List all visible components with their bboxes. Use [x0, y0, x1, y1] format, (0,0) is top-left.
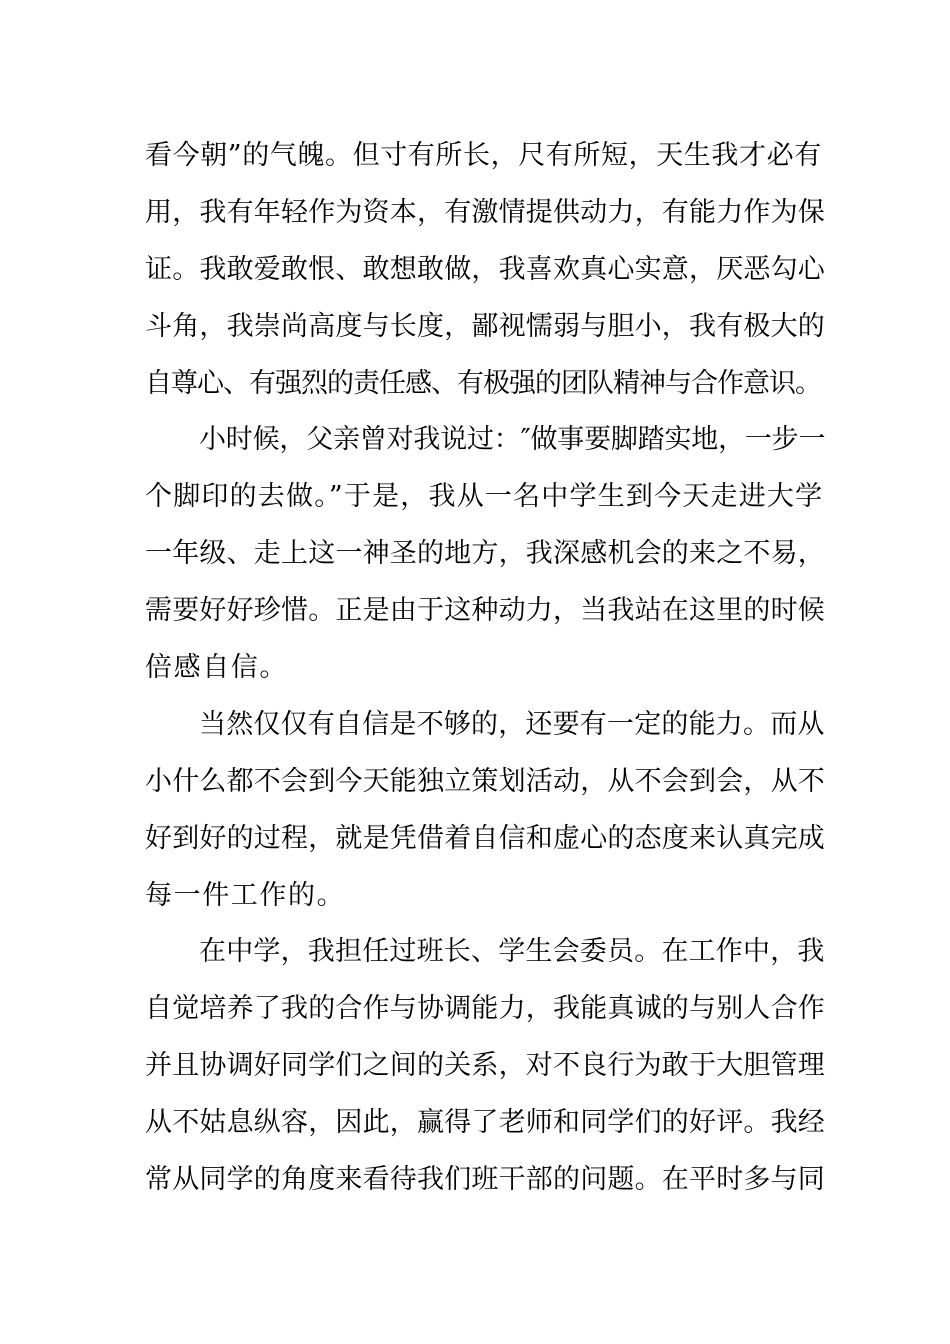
paragraph-start-line: 在中学，我担任过班长、学生会委员。在工作中，我 [199, 936, 825, 968]
text-line: 用，我有年轻作为资本，有激情提供动力，有能力作为保 [145, 196, 825, 228]
text-line: 自尊心、有强烈的责任感、有极强的团队精神与合作意识。 [145, 367, 821, 399]
text-line: 一年级、走上这一神圣的地方，我深感机会的来之不易， [145, 538, 825, 570]
paragraph-start-line: 小时候，父亲曾对我说过：″做事要脚踏实地，一步一 [199, 424, 826, 456]
document-body [145, 128, 826, 1209]
text-line: 每一件工作的。 [145, 879, 346, 911]
text-line: 证。我敢爱敢恨、敢想敢做，我喜欢真心实意，厌恶勾心 [145, 253, 825, 285]
text-line: 好到好的过程，就是凭借着自信和虚心的态度来认真完成 [145, 822, 825, 854]
text-line: 常从同学的角度来看待我们班干部的问题。在平时多与同 [145, 1164, 825, 1196]
text-line: 个脚印的去做。”于是，我从一名中学生到今天走进大学 [145, 481, 824, 513]
text-line: 需要好好珍惜。正是由于这种动力，当我站在这里的时候 [145, 595, 825, 627]
text-line: 斗角，我崇尚高度与长度，鄙视懦弱与胆小，我有极大的 [145, 310, 825, 342]
text-line: 小什么都不会到今天能独立策划活动，从不会到会，从不 [145, 765, 825, 797]
paragraph-start-line: 当然仅仅有自信是不够的，还要有一定的能力。而从 [199, 708, 825, 740]
text-line: 看今朝”的气魄。但寸有所长，尺有所短，天生我才必有 [145, 140, 822, 171]
text-line: 自觉培养了我的合作与协调能力，我能真诚的与别人合作 [145, 993, 825, 1025]
text-line: 从不姑息纵容，因此，赢得了老师和同学们的好评。我经 [145, 1107, 825, 1139]
text-line: 倍感自信。 [145, 652, 288, 684]
text-line: 并且协调好同学们之间的关系，对不良行为敢于大胆管理 [145, 1050, 825, 1082]
